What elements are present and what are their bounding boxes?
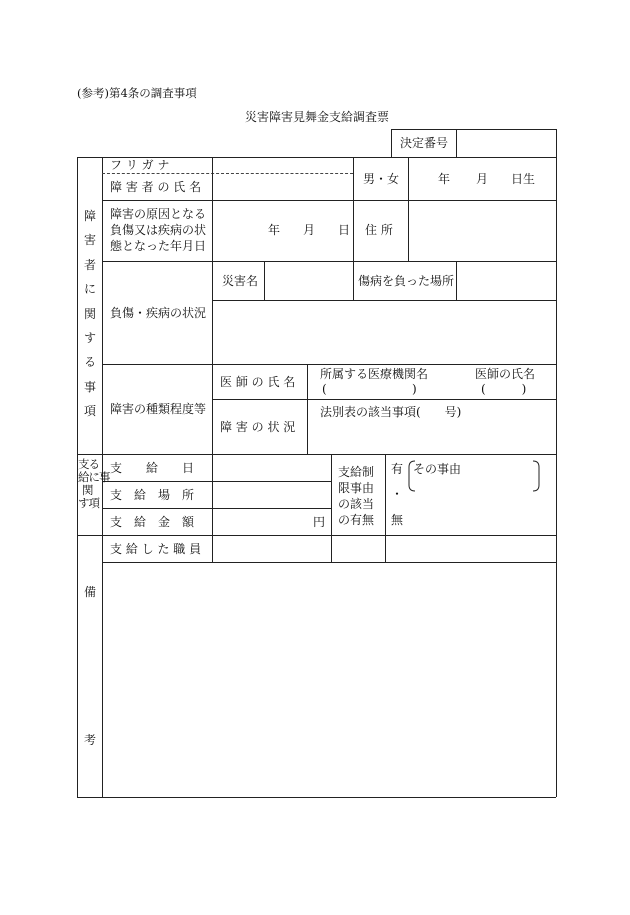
birth-month-label: 月 <box>476 172 489 186</box>
institution-label: 所属する医療機関名 <box>320 367 429 381</box>
disability-type-label: 障害の種類程度等 <box>110 402 207 416</box>
cause-label-line3: 態となった年月日 <box>110 239 207 253</box>
disabled-name-label: 障 害 者 の 氏 名 <box>110 180 202 194</box>
cause-label-line1: 障害の原因となる <box>110 207 207 221</box>
furigana-field[interactable] <box>214 158 351 172</box>
institution-field[interactable] <box>330 381 410 397</box>
sex-selector[interactable]: 男・女 <box>363 172 400 186</box>
pay-place-field[interactable] <box>214 483 329 507</box>
restriction-separator: ・ <box>391 487 404 501</box>
form-title: 災害障害見舞金支給調査票 <box>245 110 390 124</box>
injury-status-field[interactable] <box>214 302 554 362</box>
reason-label: その事由 <box>413 462 462 476</box>
decision-number-field[interactable] <box>458 131 554 155</box>
disability-status-field[interactable] <box>309 420 554 452</box>
remarks-field[interactable] <box>104 564 554 795</box>
institution-paren-open: ( <box>322 382 327 396</box>
furigana-label: フ リ ガ ナ <box>110 158 170 172</box>
pay-amount-field[interactable] <box>214 510 312 534</box>
institution-paren-close: ) <box>412 382 417 396</box>
pay-date-field[interactable] <box>214 456 329 480</box>
cause-year-label: 年 <box>268 223 281 237</box>
remarks-label-char1: 備 <box>84 585 97 599</box>
doctor-name-right-label: 医師の氏名 <box>475 367 536 381</box>
restriction-yes-option[interactable]: 有 <box>391 462 404 476</box>
cause-month-label: 月 <box>303 223 316 237</box>
remarks-label-char2: 考 <box>84 733 97 747</box>
birth-day-label: 日生 <box>511 172 536 186</box>
restriction-no-option[interactable]: 無 <box>391 513 404 527</box>
address-field[interactable] <box>410 202 554 259</box>
reason-field[interactable] <box>415 478 533 492</box>
injury-place-field[interactable] <box>458 263 554 299</box>
disabled-name-field[interactable] <box>214 175 351 199</box>
restriction-line4: の有無 <box>338 513 375 527</box>
pay-amount-label: 支 給 金 額 <box>110 515 195 529</box>
doctor-name-label: 医 師 の 氏 名 <box>220 375 296 389</box>
injury-place-label: 傷病を負った場所 <box>358 274 455 288</box>
disabled-section-label: 障 害 者 に 関 す る 事 項 <box>83 209 96 419</box>
restriction-line3: の該当 <box>338 497 375 511</box>
pay-date-label: 支 給 日 <box>110 461 195 475</box>
appendix-label: 法別表の該当事項( 号) <box>320 405 462 419</box>
payment-section-label: 支る 給に事 関 す項 <box>78 457 110 510</box>
reference-label: (参考)第4条の調査事項 <box>77 86 197 100</box>
decision-number-label: 決定番号 <box>400 136 449 150</box>
address-label: 住 所 <box>365 223 393 237</box>
cause-label-line2: 負傷又は疾病の状 <box>110 223 207 237</box>
cause-day-label: 日 <box>338 223 351 237</box>
injury-status-label: 負傷・疾病の状況 <box>110 306 207 320</box>
yen-label: 円 <box>313 515 326 529</box>
disability-status-label: 障 害 の 状 況 <box>220 420 296 434</box>
doctor-name-field[interactable]: ( ) <box>481 382 527 396</box>
restriction-line1: 支給制 <box>338 465 375 479</box>
disaster-name-field[interactable] <box>266 263 352 299</box>
staff-field[interactable] <box>214 537 329 561</box>
disaster-name-label: 災害名 <box>222 274 259 288</box>
pay-place-label: 支 給 場 所 <box>110 488 195 502</box>
staff-label: 支 給 し た 職 員 <box>110 542 202 556</box>
restriction-line2: 限事由 <box>338 481 375 495</box>
birth-year-label: 年 <box>438 172 451 186</box>
